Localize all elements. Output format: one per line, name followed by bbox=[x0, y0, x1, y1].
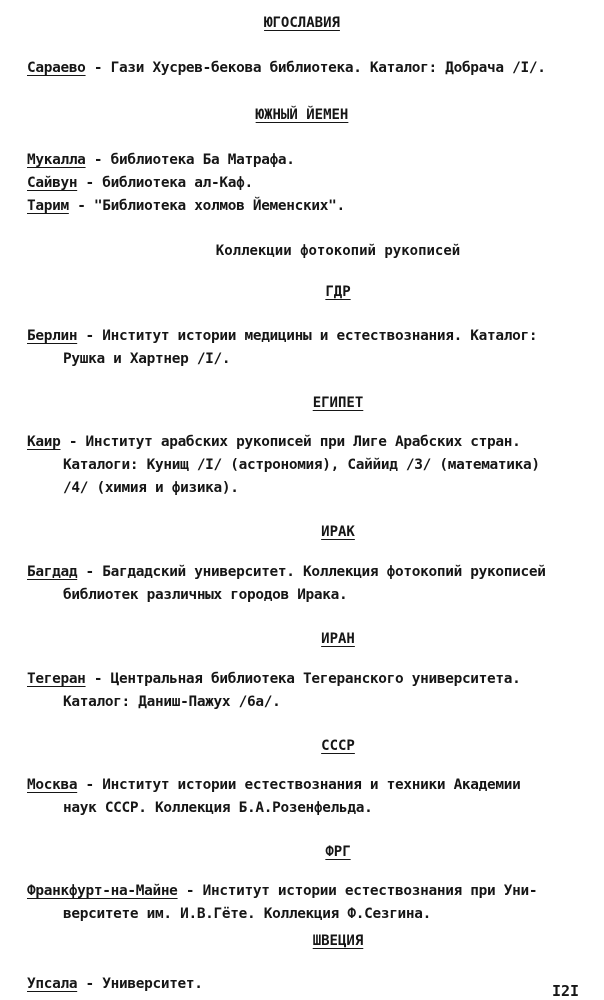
collection-subtitle: Коллекции фотокопий рукописей bbox=[215, 243, 461, 259]
city-name: Франкфурт-на-Майне bbox=[27, 883, 178, 899]
entry-line: библиотек различных городов Ирака. bbox=[63, 587, 348, 603]
entry-line: Рушка и Хартнер /I/. bbox=[63, 351, 231, 367]
entry-line: Тегеран - Центральная библиотека Тегеранского университета. bbox=[27, 671, 521, 687]
section-heading: ГДР bbox=[325, 284, 351, 300]
entry-line: /4/ (химия и физика). bbox=[63, 480, 239, 496]
section-heading: ФРГ bbox=[325, 844, 351, 860]
city-name: Берлин bbox=[27, 328, 78, 344]
entry-line: Берлин - Институт истории медицины и естествознания. Каталог: bbox=[27, 328, 538, 344]
entry-line: Сайвун - библиотека ал-Каф. bbox=[27, 175, 253, 191]
entry-line: Франкфурт-на-Майне - Институт истории естествознания при Уни- bbox=[27, 883, 538, 899]
city-name: Москва bbox=[27, 777, 78, 793]
entry-line: верситете им. И.В.Гёте. Коллекция Ф.Сезгина. bbox=[63, 906, 432, 922]
page-number: I2I bbox=[552, 982, 580, 1000]
entry-line: Мукалла - библиотека Ба Матрафа. bbox=[27, 152, 295, 168]
city-name: Мукалла bbox=[27, 152, 86, 168]
entry-line: Сараево - Гази Хусрев-бекова библиотека. Каталог: Добрача /I/. bbox=[27, 60, 546, 76]
section-heading: ИРАН bbox=[321, 631, 355, 647]
entry-line: наук СССР. Коллекция Б.А.Розенфельда. bbox=[63, 800, 373, 816]
entry-line: Тарим - "Библиотека холмов Йеменских". bbox=[27, 198, 345, 214]
city-name: Тарим bbox=[27, 198, 69, 214]
section-heading: ЮГОСЛАВИЯ bbox=[264, 15, 340, 31]
entry-line: Каталоги: Кунищ /I/ (астрономия), Саййид /3/ (математика) bbox=[63, 457, 540, 473]
entry-line: Багдад - Багдадский университет. Коллекция фотокопий рукописей bbox=[27, 564, 546, 580]
section-heading: ЮЖНЫЙ ЙЕМЕН bbox=[255, 107, 349, 123]
city-name: Сараево bbox=[27, 60, 86, 76]
section-heading: СССР bbox=[321, 738, 355, 754]
entry-line: Каир - Институт арабских рукописей при Лиге Арабских стран. bbox=[27, 434, 521, 450]
section-heading: ИРАК bbox=[321, 524, 355, 540]
entry-line: Каталог: Даниш-Пажух /6а/. bbox=[63, 694, 281, 710]
section-heading: ШВЕЦИЯ bbox=[312, 933, 364, 949]
entry-line: Москва - Институт истории естествознания и техники Академии bbox=[27, 777, 521, 793]
entry-line: Упсала - Университет. bbox=[27, 976, 203, 992]
city-name: Сайвун bbox=[27, 175, 78, 191]
city-name: Каир bbox=[27, 434, 61, 450]
city-name: Упсала bbox=[27, 976, 78, 992]
city-name: Тегеран bbox=[27, 671, 86, 687]
city-name: Багдад bbox=[27, 564, 78, 580]
section-heading: ЕГИПЕТ bbox=[312, 395, 364, 411]
